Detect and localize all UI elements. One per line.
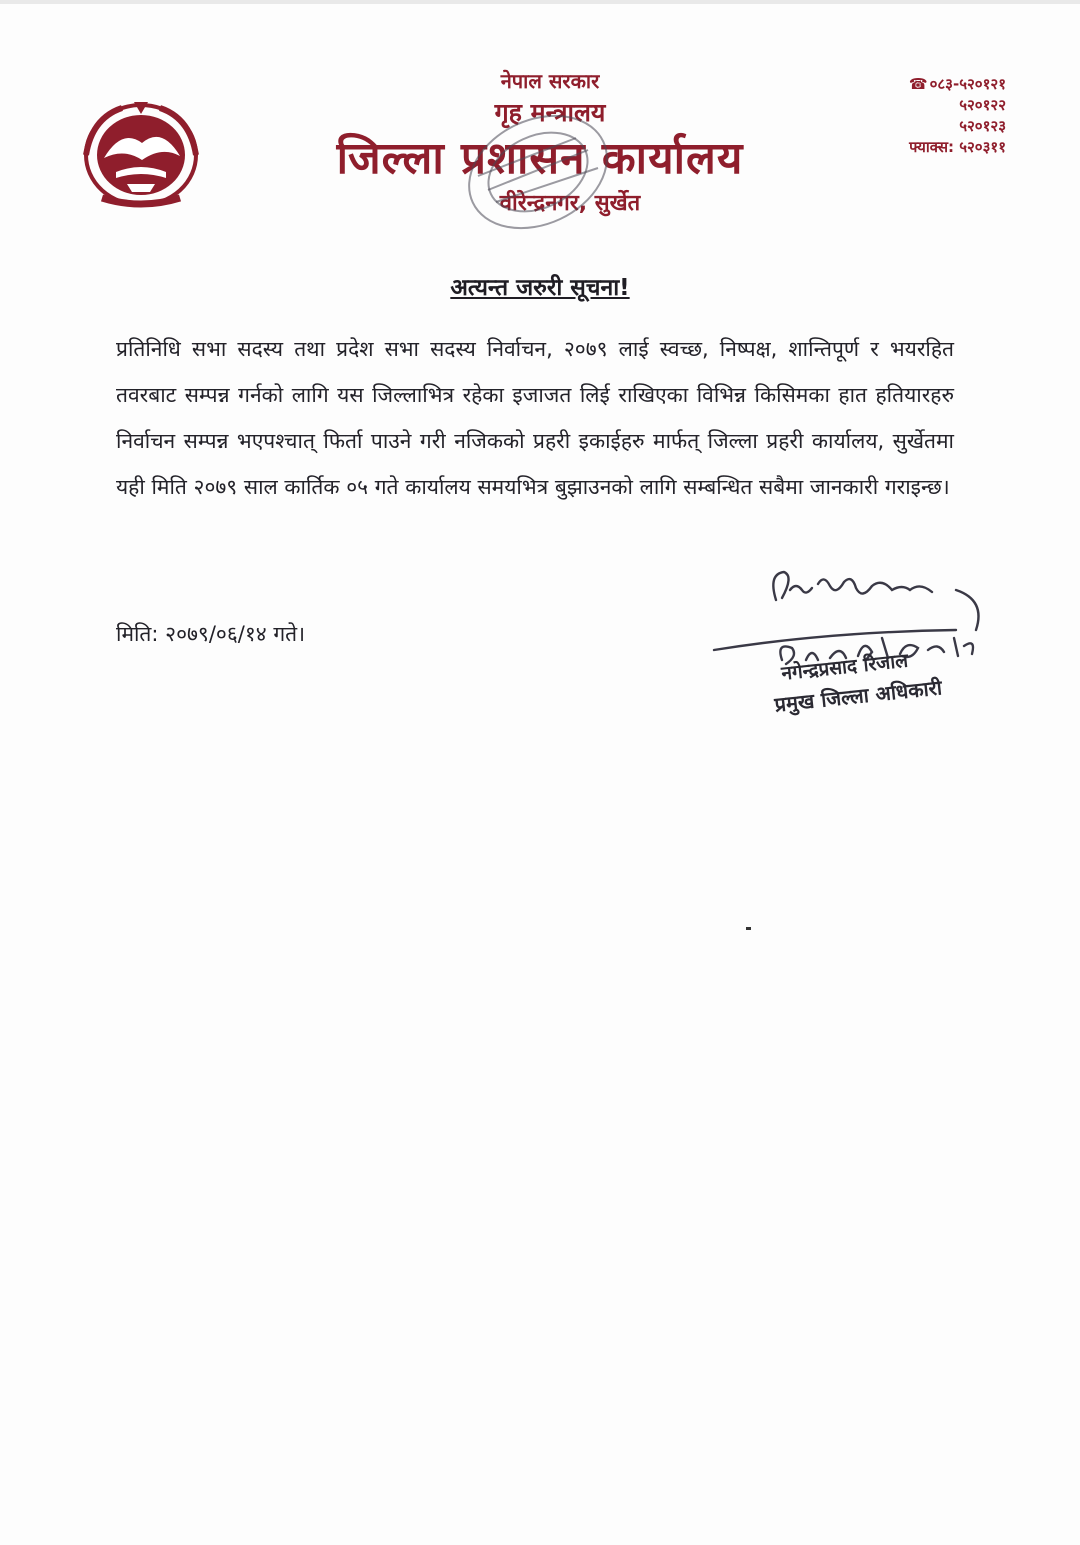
signatory-name: नगेन्द्रप्रसाद रिजाल: [780, 649, 910, 685]
office-name: जिल्ला प्रशासन कार्यालय: [336, 133, 744, 184]
nepal-emblem-icon: [82, 98, 200, 208]
office-stamp: [448, 110, 628, 240]
notice-paragraph: प्रतिनिधि सभा सदस्य तथा प्रदेश सभा सदस्य निर्वाचन, २०७९ लाई स्वच्छ, निष्पक्ष, शान्तिपूर्ण र भयरहित तवरबाट सम्पन्न गर्नको लागि यस जिल्लाभित्र रहेका इजाजत लिई राखिएका विभिन्न किसिमका हात हतियारहरु निर्वाचन सम्पन्न भएपश्चात् फिर्ता पाउने गरी नजिकको प्रहरी इकाईहरु मार्फत् जिल्ला प्रहरी कार्यालय, सुर्खेतमा यही मिति २०७९ साल कार्तिक ०५ गते कार्यालय समयभित्र बुझाउनको लागि सम्बन्धित सबैमा जानकारी गराइन्छ।: [116, 337, 954, 499]
office-address: वीरेन्द्रनगर, सुर्खेत: [499, 191, 641, 216]
phone-number: ५२०१२२: [959, 96, 1006, 114]
scan-speck: [746, 927, 751, 930]
scan-edge: [0, 0, 1080, 4]
phone-number: ५२०१२३: [959, 117, 1006, 135]
notice-title: अत्यन्त जरुरी सूचना!: [450, 275, 630, 301]
telephone-icon: ☎: [908, 75, 928, 93]
phone-line-1: [909, 74, 1006, 95]
notice-body: [116, 326, 954, 510]
phone-number: ०८३-५२०१२१: [929, 75, 1006, 93]
government-name: नेपाल सरकार: [500, 69, 600, 93]
fax-number: फ्याक्स: ५२०३११: [909, 138, 1006, 156]
signatory-designation: प्रमुख जिल्ला अधिकारी: [773, 675, 944, 717]
notice-date: मिति: २०७९/०६/१४ गते।: [116, 622, 306, 646]
ministry-name: गृह मन्त्रालय: [494, 98, 606, 127]
contact-block: [909, 74, 1006, 158]
